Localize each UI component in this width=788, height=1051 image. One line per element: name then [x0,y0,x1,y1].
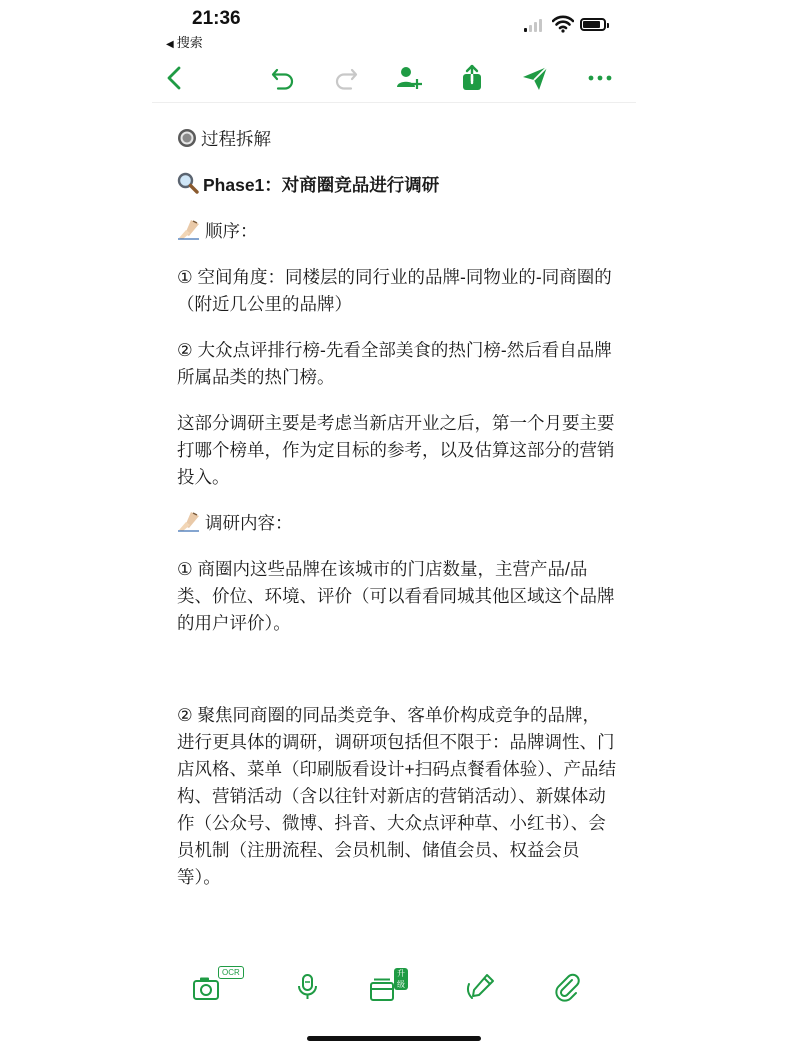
attachment-button[interactable] [550,966,590,1006]
back-app-label: 搜索 [176,35,203,50]
battery-icon [580,18,606,31]
heading-text: 过程拆解 [201,129,271,149]
phase-title-text: Phase1：对商圈竞品进行调研 [203,175,440,195]
undo-icon [270,65,296,91]
share-icon [460,64,484,92]
phase-title [177,172,617,199]
content-item-1: ① 商圈内这些品牌在该城市的门店数量，主营产品/品类、价位、环境、评价（可以看看同城其他区域这个品牌的用户评价）。 [177,559,615,633]
send-icon [521,64,549,92]
voice-button[interactable] [289,966,329,1006]
camera-icon [192,974,222,1004]
order-item-2: ② 大众点评排行榜-先看全部美食的热门榜-然后看自品牌所属品类的热门榜。 [177,340,612,387]
section-heading [177,126,617,153]
template-button[interactable] [366,966,406,1006]
order-item-1: ① 空间角度：同楼层的同行业的品牌-同物业的-同商圈的（附近几公里的品牌） [177,267,612,314]
chevron-left-icon [164,65,184,91]
cellular-signal-icon [524,18,544,32]
editor-toolbar [152,56,636,103]
content-label-text: 调研内容： [205,513,293,533]
wifi-icon [552,15,574,33]
undo-button[interactable] [267,62,299,94]
more-options-button[interactable] [584,62,616,94]
home-indicator[interactable] [307,1036,481,1041]
handwriting-icon [466,972,498,1002]
radio-button-icon [177,128,197,148]
back-to-search-link[interactable] [166,32,203,51]
status-bar [152,0,636,60]
writing-hand-icon [177,510,201,532]
back-button[interactable] [158,62,190,94]
share-with-people-button[interactable] [393,62,425,94]
blank-line [177,656,617,702]
more-icon [587,74,613,82]
back-triangle-icon: ◀ [166,39,174,50]
add-person-icon [395,64,423,92]
attachment-icon [552,972,582,1002]
content-item-2: ② 聚焦同商圈的同品类竞争、客单价构成竞争的品牌，进行更具体的调研，调研项包括但不限于：品牌调性、门店风格、菜单（印刷版看设计+扫码点餐看体验）、产品结构、营销活动（含以往针对新店的营销活动）、新媒体动作（公众号、微博、抖音、大众点评种草、小红书）、会员机制（注册流程、会员机制、储值会员、权益会员等）。 [177,705,616,887]
upgrade-badge: 升级 [394,968,408,990]
purpose-paragraph: 这部分调研主要是考虑当新店开业之后，第一个月要主要打哪个榜单，作为定目标的参考，以及估算这部分的营销投入。 [177,413,615,487]
ocr-badge: OCR [218,966,244,979]
writing-hand-icon [177,218,201,240]
order-label [177,218,617,245]
redo-icon [333,65,359,91]
content-label [177,510,617,537]
status-time: 21:36 [192,8,241,29]
order-label-text: 顺序： [205,221,258,241]
send-button[interactable] [519,62,551,94]
export-button[interactable] [456,62,488,94]
handwriting-button[interactable] [464,966,504,1006]
camera-button[interactable] [190,966,240,1006]
phone-screen [152,0,636,1051]
bottom-toolbar [152,960,636,1010]
redo-button[interactable] [330,62,362,94]
note-body[interactable] [177,126,617,910]
microphone-icon [293,972,323,1002]
magnifier-icon [177,172,199,194]
